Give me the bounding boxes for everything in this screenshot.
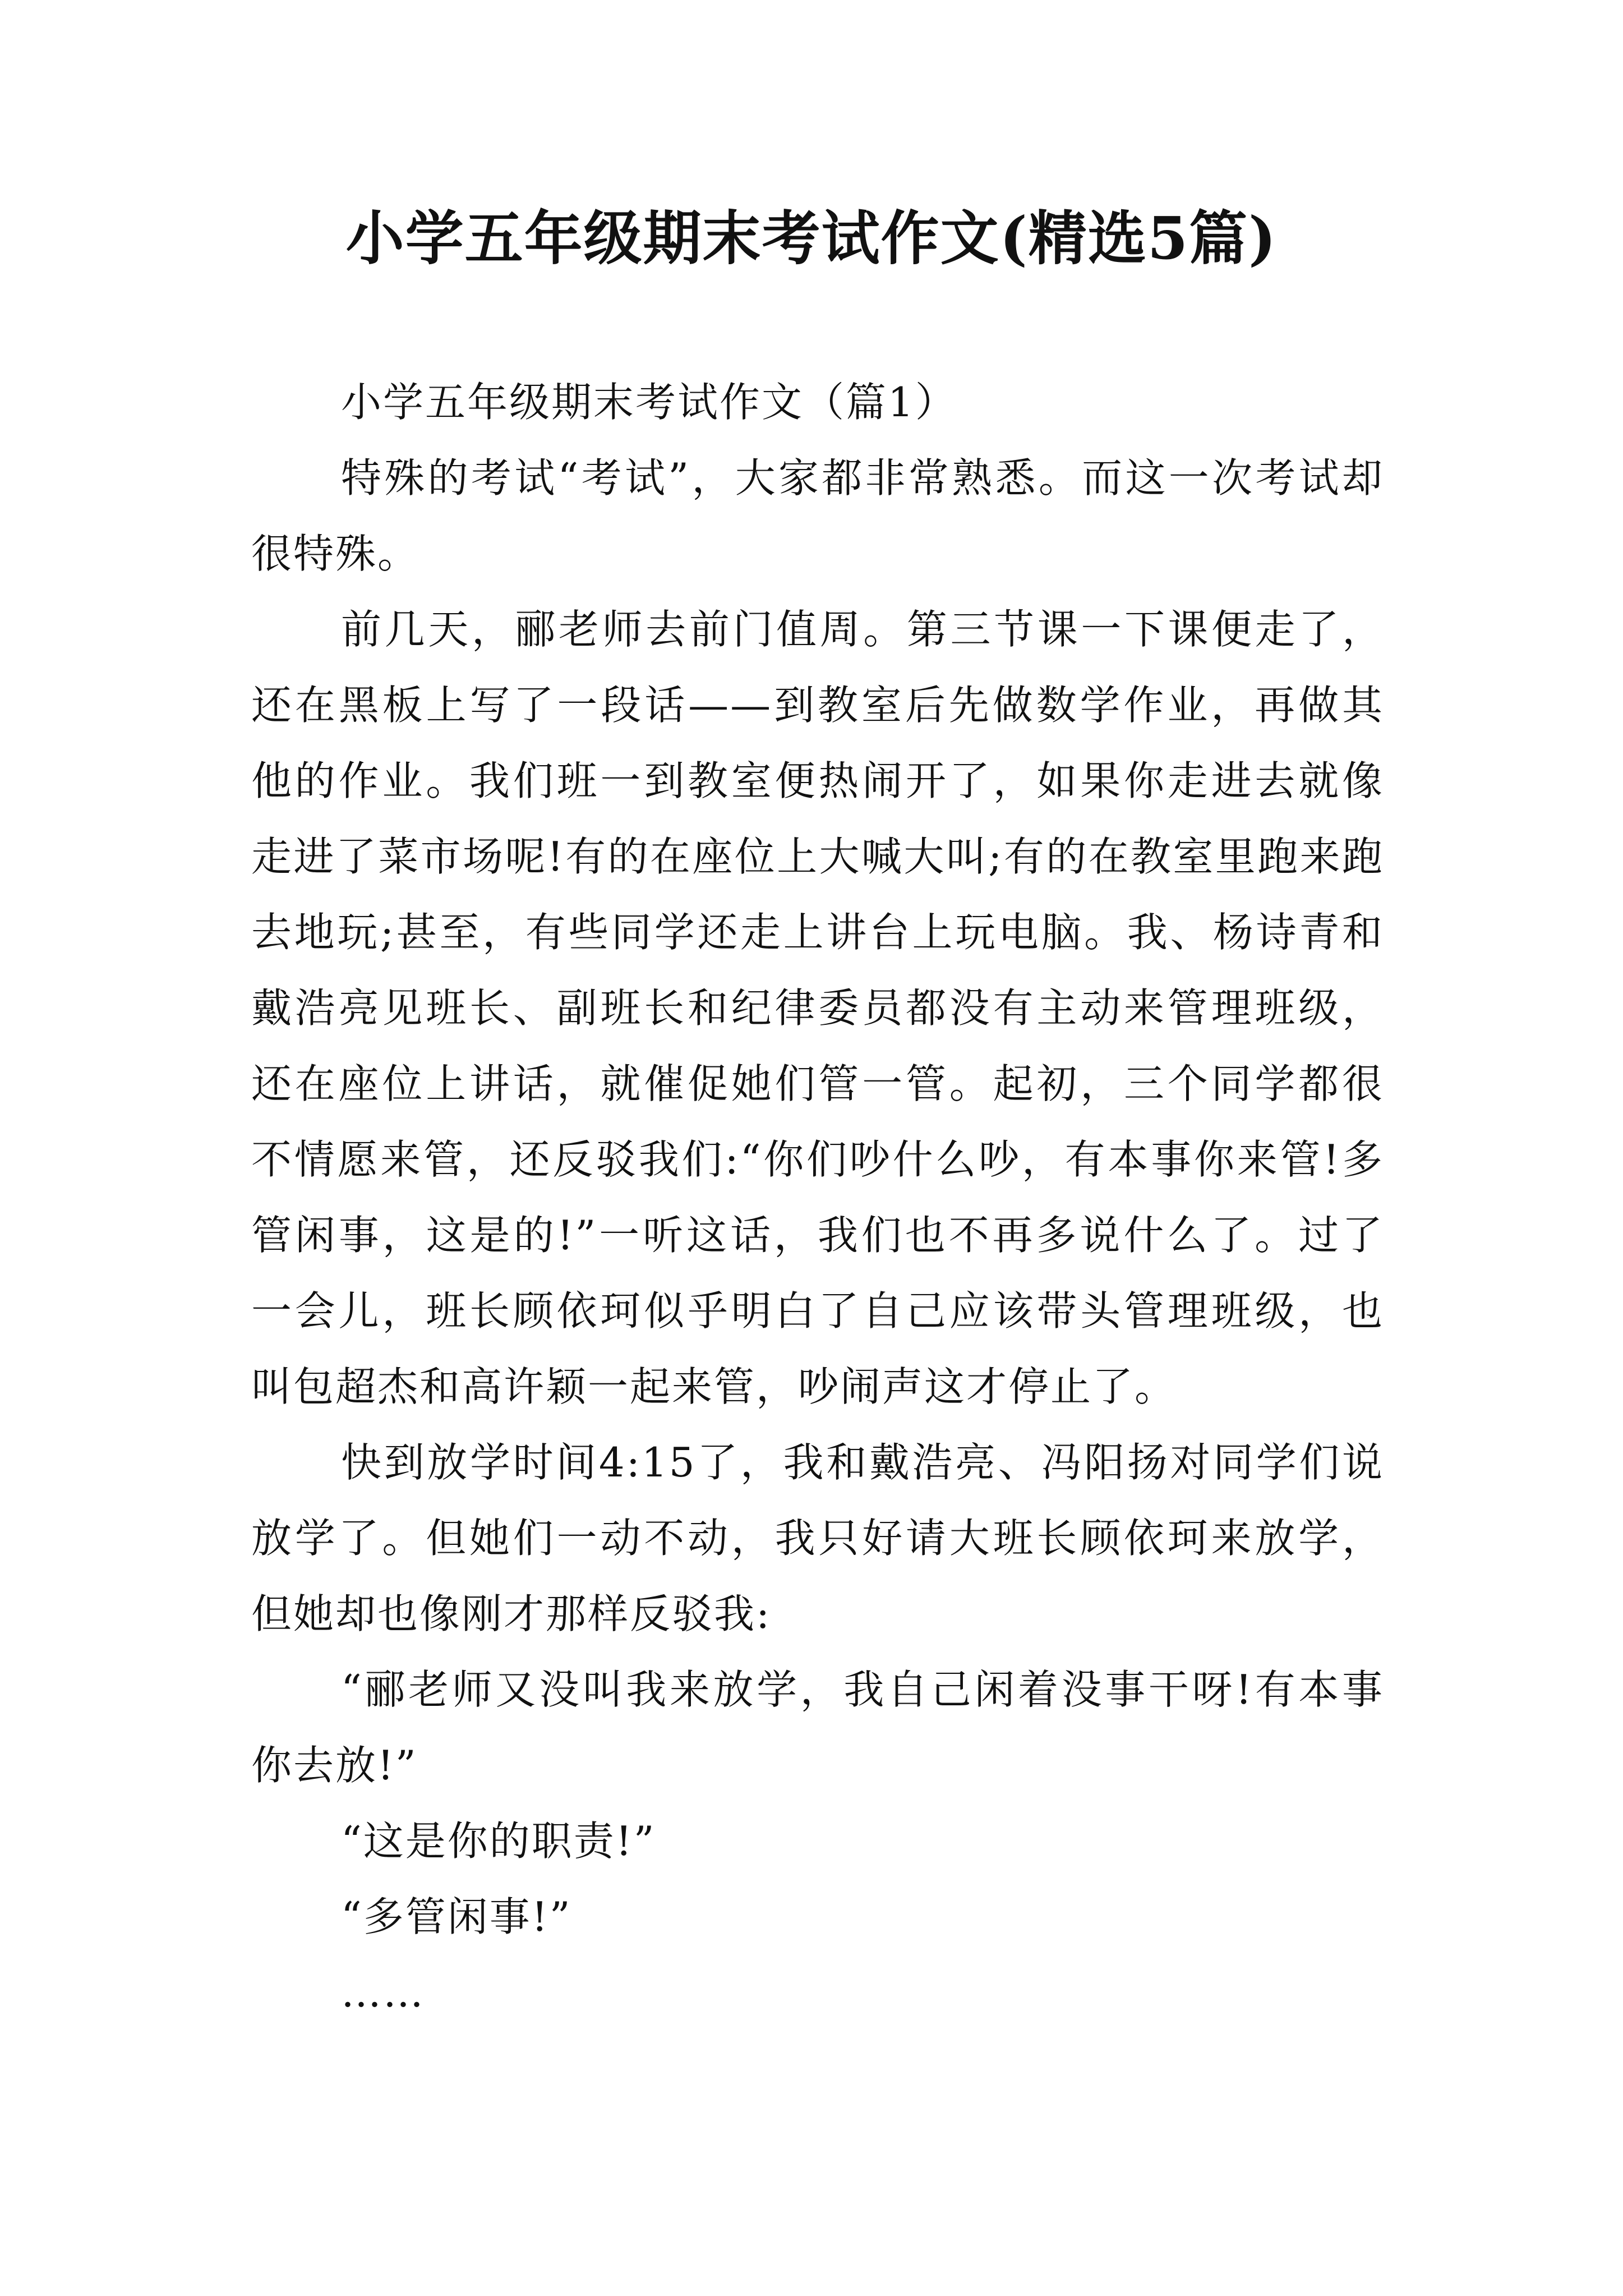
document-body	[251, 365, 1384, 2031]
paragraph: 快到放学时间4:15了，我和戴浩亮、冯阳扬对同学们说放学了。但她们一动不动，我只好请大班长顾依珂来放学，但她却也像刚才那样反驳我:	[251, 1439, 1384, 1637]
paragraph: “这是你的职责!”	[341, 1818, 656, 1865]
section-heading: 小学五年级期末考试作文（篇1）	[341, 379, 957, 426]
paragraph: “多管闲事!”	[341, 1893, 572, 1940]
paragraph: “郦老师又没叫我来放学，我自己闲着没事干呀!有本事你去放!”	[251, 1666, 1384, 1789]
paragraph: 特殊的考试“考试”，大家都非常熟悉。而这一次考试却很特殊。	[251, 454, 1384, 577]
document-title: 小学五年级期末考试作文(精选5篇)	[345, 204, 1278, 273]
paragraph: 前几天，郦老师去前门值周。第三节课一下课便走了，还在黑板上写了一段话——到教室后先做数学作业，再做其他的作业。我们班一到教室便热闹开了，如果你走进去就像走进了菜市场呢!有的在座位上大喊大叫;有的在教室里跑来跑去地玩;甚至，有些同学还走上讲台上玩电脑。我、杨诗青和戴浩亮见班长、副班长和纪律委员都没有主动来管理班级，还在座位上讲话，就催促她们管一管。起初，三个同学都很不情愿来管，还反驳我们:“你们吵什么吵，有本事你来管!多管闲事，这是的!”一听这话，我们也不再多说什么了。过了一会儿，班长顾依珂似乎明白了自己应该带头管理班级，也叫包超杰和高许颖一起来管，吵闹声这才停止了。	[251, 606, 1384, 1410]
paragraph: ……	[341, 1969, 425, 2016]
